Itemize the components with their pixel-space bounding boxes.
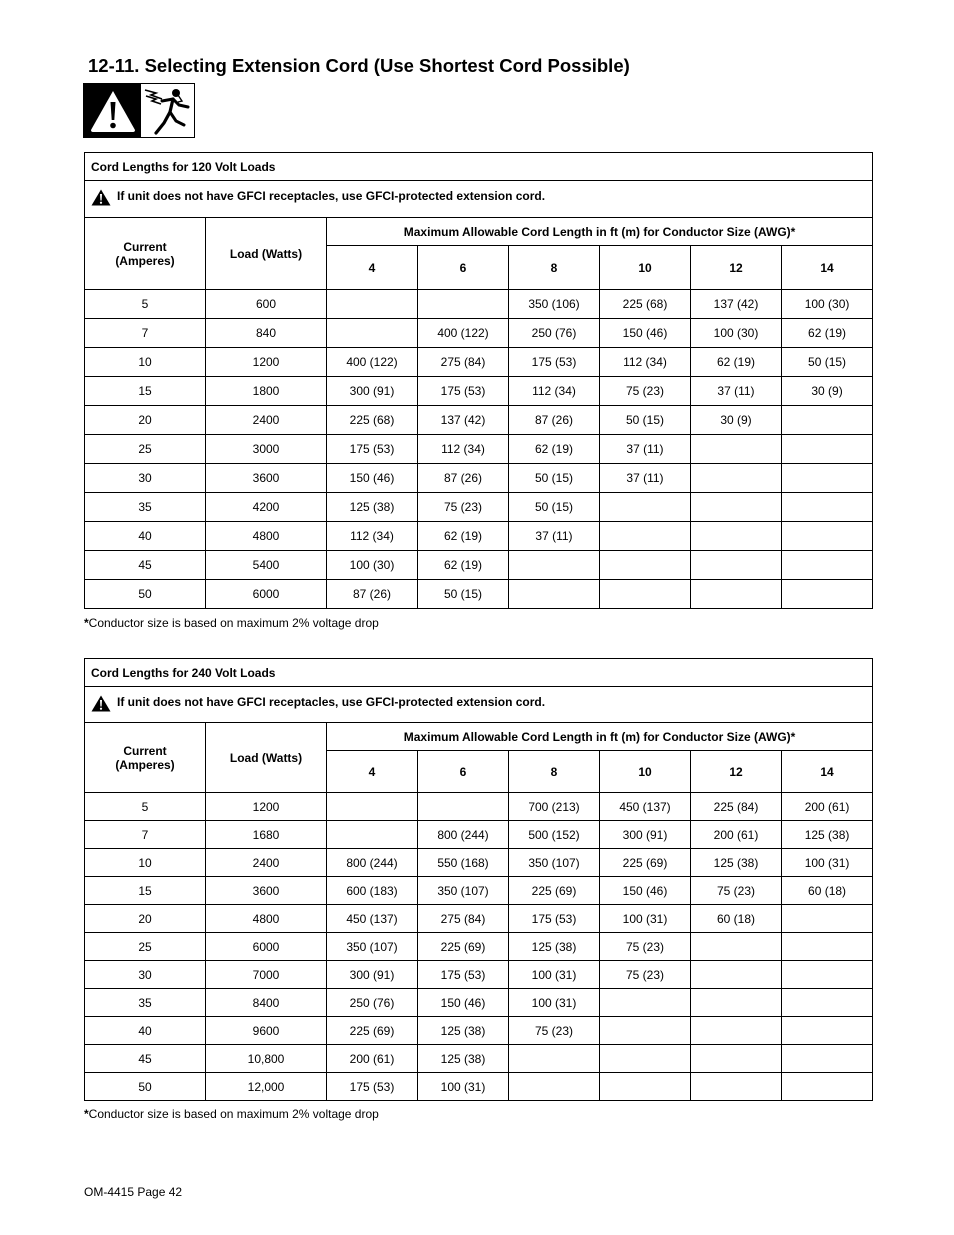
cell-load: 2400 xyxy=(206,406,327,435)
cell-cord-length: 175 (53) xyxy=(327,435,418,464)
cell-cord-length: 175 (53) xyxy=(418,377,509,406)
page-footer: OM-4415 Page 42 xyxy=(84,1185,183,1199)
cell-cord-length xyxy=(509,551,600,580)
cell-cord-length: 125 (38) xyxy=(327,493,418,522)
table-row xyxy=(85,989,873,1017)
cell-cord-length: 62 (19) xyxy=(691,348,782,377)
cell-cord-length: 800 (244) xyxy=(327,849,418,877)
cell-cord-length: 250 (76) xyxy=(509,319,600,348)
cell-cord-length xyxy=(691,551,782,580)
cell-cord-length: 275 (84) xyxy=(418,348,509,377)
cell-cord-length xyxy=(691,989,782,1017)
footnote-text: Conductor size is based on maximum 2% voltage drop xyxy=(88,616,379,630)
cell-cord-length: 300 (91) xyxy=(600,821,691,849)
column-header-current: Current (Amperes) xyxy=(85,218,206,290)
table-row xyxy=(85,1073,873,1101)
cell-cord-length: 75 (23) xyxy=(600,961,691,989)
cell-cord-length: 350 (106) xyxy=(509,290,600,319)
cell-load: 4800 xyxy=(206,522,327,551)
table-row xyxy=(85,905,873,933)
warning-triangle-icon xyxy=(91,695,111,715)
table-row xyxy=(85,580,873,609)
cell-current: 35 xyxy=(85,493,206,522)
table-row xyxy=(85,849,873,877)
electric-shock-icon xyxy=(141,84,194,137)
cell-cord-length: 200 (61) xyxy=(327,1045,418,1073)
cell-cord-length: 30 (9) xyxy=(782,377,873,406)
cell-load: 4800 xyxy=(206,905,327,933)
table-body xyxy=(85,153,873,609)
cell-cord-length: 500 (152) xyxy=(509,821,600,849)
gfci-warning xyxy=(85,181,873,218)
cell-current: 7 xyxy=(85,319,206,348)
cell-cord-length xyxy=(691,522,782,551)
cell-cord-length: 62 (19) xyxy=(418,522,509,551)
table-row xyxy=(85,290,873,319)
cell-current: 25 xyxy=(85,933,206,961)
cell-cord-length: 175 (53) xyxy=(509,348,600,377)
cell-current: 10 xyxy=(85,849,206,877)
cell-load: 1800 xyxy=(206,377,327,406)
column-header-awg: 14 xyxy=(782,751,873,793)
column-header-awg: 10 xyxy=(600,751,691,793)
cell-cord-length: 200 (61) xyxy=(691,821,782,849)
table-row xyxy=(85,493,873,522)
cell-cord-length: 100 (31) xyxy=(782,849,873,877)
gfci-warning-text: If unit does not have GFCI receptacles, use GFCI-protected extension cord. xyxy=(117,694,546,709)
cell-cord-length: 112 (34) xyxy=(327,522,418,551)
column-header-awg: 12 xyxy=(691,751,782,793)
table-row xyxy=(85,821,873,849)
cell-cord-length xyxy=(600,1073,691,1101)
cell-load: 6000 xyxy=(206,933,327,961)
cell-cord-length xyxy=(782,905,873,933)
table-row xyxy=(85,464,873,493)
cell-cord-length xyxy=(691,1045,782,1073)
cell-load: 3600 xyxy=(206,464,327,493)
cell-cord-length: 137 (42) xyxy=(691,290,782,319)
column-header-awg: 6 xyxy=(418,751,509,793)
cell-cord-length: 100 (31) xyxy=(600,905,691,933)
column-header-awg: 10 xyxy=(600,246,691,290)
cell-cord-length xyxy=(600,989,691,1017)
cell-cord-length: 450 (137) xyxy=(327,905,418,933)
cell-cord-length xyxy=(691,435,782,464)
cell-cord-length xyxy=(782,464,873,493)
cell-load: 2400 xyxy=(206,849,327,877)
cell-cord-length: 225 (69) xyxy=(600,849,691,877)
cell-cord-length: 175 (53) xyxy=(418,961,509,989)
cell-cord-length: 50 (15) xyxy=(509,464,600,493)
table-row xyxy=(85,319,873,348)
column-header-current: Current (Amperes) xyxy=(85,723,206,793)
cell-current: 50 xyxy=(85,580,206,609)
cell-cord-length: 125 (38) xyxy=(418,1017,509,1045)
footnote xyxy=(84,616,379,630)
cell-current: 50 xyxy=(85,1073,206,1101)
gfci-warning xyxy=(85,687,873,723)
column-header-awg: 4 xyxy=(327,751,418,793)
cell-cord-length xyxy=(691,464,782,493)
table-row xyxy=(85,793,873,821)
cell-cord-length: 75 (23) xyxy=(509,1017,600,1045)
cell-cord-length xyxy=(327,290,418,319)
cell-cord-length: 60 (18) xyxy=(782,877,873,905)
cell-current: 45 xyxy=(85,551,206,580)
table-row xyxy=(85,961,873,989)
cell-load: 12,000 xyxy=(206,1073,327,1101)
cord-table-120v xyxy=(84,152,873,609)
table-row xyxy=(85,877,873,905)
cell-current: 35 xyxy=(85,989,206,1017)
cell-current: 15 xyxy=(85,377,206,406)
table-row xyxy=(85,435,873,464)
cell-cord-length: 100 (31) xyxy=(418,1073,509,1101)
cell-load: 10,800 xyxy=(206,1045,327,1073)
column-group-header: Maximum Allowable Cord Length in ft (m) for Conductor Size (AWG)* xyxy=(327,723,873,751)
cell-cord-length: 62 (19) xyxy=(782,319,873,348)
cell-cord-length: 450 (137) xyxy=(600,793,691,821)
cell-load: 1200 xyxy=(206,348,327,377)
cell-cord-length xyxy=(782,406,873,435)
cell-cord-length xyxy=(782,522,873,551)
cell-cord-length: 50 (15) xyxy=(600,406,691,435)
cell-load: 3000 xyxy=(206,435,327,464)
cell-cord-length xyxy=(691,1017,782,1045)
cell-current: 25 xyxy=(85,435,206,464)
cell-cord-length: 225 (69) xyxy=(418,933,509,961)
cell-current: 7 xyxy=(85,821,206,849)
cell-load: 7000 xyxy=(206,961,327,989)
cell-cord-length: 175 (53) xyxy=(327,1073,418,1101)
cell-cord-length: 60 (18) xyxy=(691,905,782,933)
cell-cord-length: 350 (107) xyxy=(327,933,418,961)
table-row xyxy=(85,551,873,580)
cell-current: 20 xyxy=(85,406,206,435)
cell-cord-length xyxy=(782,1045,873,1073)
cell-cord-length xyxy=(600,522,691,551)
cell-cord-length xyxy=(691,933,782,961)
cell-cord-length: 350 (107) xyxy=(418,877,509,905)
cord-table-240v xyxy=(84,658,873,1101)
table-title: Cord Lengths for 120 Volt Loads xyxy=(85,153,873,181)
cell-current: 5 xyxy=(85,793,206,821)
section-title: 12-11. Selecting Extension Cord (Use Shortest Cord Possible) xyxy=(88,55,630,76)
cell-cord-length: 100 (30) xyxy=(691,319,782,348)
cell-cord-length xyxy=(691,493,782,522)
column-header-awg: 14 xyxy=(782,246,873,290)
cell-cord-length: 62 (19) xyxy=(509,435,600,464)
cell-cord-length xyxy=(782,1017,873,1045)
cell-cord-length: 30 (9) xyxy=(691,406,782,435)
cell-load: 4200 xyxy=(206,493,327,522)
gfci-warning-text: If unit does not have GFCI receptacles, use GFCI-protected extension cord. xyxy=(117,189,546,203)
cell-cord-length: 50 (15) xyxy=(418,580,509,609)
cell-cord-length xyxy=(782,961,873,989)
cell-cord-length xyxy=(782,435,873,464)
cell-cord-length: 600 (183) xyxy=(327,877,418,905)
cell-cord-length xyxy=(418,290,509,319)
cell-cord-length: 37 (11) xyxy=(509,522,600,551)
cell-cord-length: 87 (26) xyxy=(509,406,600,435)
cell-cord-length xyxy=(782,493,873,522)
cell-cord-length xyxy=(600,493,691,522)
cell-cord-length: 62 (19) xyxy=(418,551,509,580)
column-header-awg: 8 xyxy=(509,751,600,793)
cell-cord-length: 125 (38) xyxy=(782,821,873,849)
cell-cord-length: 400 (122) xyxy=(327,348,418,377)
cell-cord-length xyxy=(691,961,782,989)
footnote-text: Conductor size is based on maximum 2% voltage drop xyxy=(88,1107,379,1121)
cell-current: 20 xyxy=(85,905,206,933)
footnote xyxy=(84,1107,379,1121)
cell-cord-length: 75 (23) xyxy=(418,493,509,522)
table-title: Cord Lengths for 240 Volt Loads xyxy=(85,659,873,687)
cell-load: 840 xyxy=(206,319,327,348)
cell-cord-length xyxy=(600,1045,691,1073)
cell-cord-length xyxy=(691,1073,782,1101)
cell-current: 30 xyxy=(85,961,206,989)
cell-cord-length: 225 (69) xyxy=(327,1017,418,1045)
column-header-load: Load (Watts) xyxy=(206,218,327,290)
cell-cord-length: 125 (38) xyxy=(509,933,600,961)
table-row xyxy=(85,377,873,406)
cell-cord-length xyxy=(691,580,782,609)
cell-cord-length: 87 (26) xyxy=(418,464,509,493)
cell-current: 45 xyxy=(85,1045,206,1073)
cell-load: 9600 xyxy=(206,1017,327,1045)
cell-cord-length: 112 (34) xyxy=(600,348,691,377)
cell-cord-length: 112 (34) xyxy=(509,377,600,406)
hazard-symbols xyxy=(83,83,195,138)
table-row xyxy=(85,933,873,961)
cell-cord-length xyxy=(327,319,418,348)
cell-load: 8400 xyxy=(206,989,327,1017)
table-row xyxy=(85,522,873,551)
cell-cord-length: 150 (46) xyxy=(600,319,691,348)
cell-load: 6000 xyxy=(206,580,327,609)
column-group-header: Maximum Allowable Cord Length in ft (m) for Conductor Size (AWG)* xyxy=(327,218,873,246)
cell-load: 600 xyxy=(206,290,327,319)
cell-cord-length: 137 (42) xyxy=(418,406,509,435)
cell-cord-length xyxy=(782,933,873,961)
cell-cord-length xyxy=(327,793,418,821)
cell-cord-length: 300 (91) xyxy=(327,377,418,406)
cell-current: 30 xyxy=(85,464,206,493)
cell-cord-length: 75 (23) xyxy=(600,377,691,406)
cell-cord-length xyxy=(509,1073,600,1101)
cell-cord-length xyxy=(782,551,873,580)
table-row xyxy=(85,1017,873,1045)
cell-load: 1680 xyxy=(206,821,327,849)
cell-load: 1200 xyxy=(206,793,327,821)
cell-cord-length: 100 (31) xyxy=(509,989,600,1017)
cell-cord-length: 150 (46) xyxy=(600,877,691,905)
warning-triangle-icon xyxy=(84,84,141,137)
cell-current: 40 xyxy=(85,522,206,551)
column-header-awg: 8 xyxy=(509,246,600,290)
cell-current: 5 xyxy=(85,290,206,319)
footnote-star: * xyxy=(84,1107,89,1121)
cell-cord-length: 300 (91) xyxy=(327,961,418,989)
warning-triangle-icon xyxy=(91,189,111,209)
cell-cord-length: 250 (76) xyxy=(327,989,418,1017)
cell-cord-length: 350 (107) xyxy=(509,849,600,877)
cell-cord-length: 100 (30) xyxy=(327,551,418,580)
cell-cord-length xyxy=(600,551,691,580)
cell-cord-length: 75 (23) xyxy=(691,877,782,905)
cell-cord-length: 112 (34) xyxy=(418,435,509,464)
cell-cord-length: 50 (15) xyxy=(782,348,873,377)
cell-current: 40 xyxy=(85,1017,206,1045)
column-header-awg: 4 xyxy=(327,246,418,290)
cell-cord-length: 100 (30) xyxy=(782,290,873,319)
cell-cord-length: 400 (122) xyxy=(418,319,509,348)
cell-cord-length: 125 (38) xyxy=(691,849,782,877)
cell-current: 15 xyxy=(85,877,206,905)
cell-cord-length xyxy=(782,989,873,1017)
cell-cord-length: 100 (31) xyxy=(509,961,600,989)
cell-load: 5400 xyxy=(206,551,327,580)
cell-load: 3600 xyxy=(206,877,327,905)
cell-cord-length: 225 (84) xyxy=(691,793,782,821)
column-header-awg: 12 xyxy=(691,246,782,290)
cell-current: 10 xyxy=(85,348,206,377)
cell-cord-length: 87 (26) xyxy=(327,580,418,609)
cell-cord-length: 550 (168) xyxy=(418,849,509,877)
column-header-awg: 6 xyxy=(418,246,509,290)
table-row xyxy=(85,1045,873,1073)
cell-cord-length: 225 (69) xyxy=(509,877,600,905)
cell-cord-length: 225 (68) xyxy=(327,406,418,435)
table-body xyxy=(85,659,873,1101)
cell-cord-length xyxy=(509,580,600,609)
cell-cord-length: 37 (11) xyxy=(600,464,691,493)
cell-cord-length xyxy=(509,1045,600,1073)
cell-cord-length: 150 (46) xyxy=(327,464,418,493)
cell-cord-length xyxy=(782,580,873,609)
cell-cord-length: 50 (15) xyxy=(509,493,600,522)
cell-cord-length: 275 (84) xyxy=(418,905,509,933)
cell-cord-length: 800 (244) xyxy=(418,821,509,849)
cell-cord-length xyxy=(782,1073,873,1101)
cell-cord-length: 700 (213) xyxy=(509,793,600,821)
cell-cord-length: 175 (53) xyxy=(509,905,600,933)
cell-cord-length: 150 (46) xyxy=(418,989,509,1017)
table-row xyxy=(85,348,873,377)
cell-cord-length: 37 (11) xyxy=(691,377,782,406)
cell-cord-length: 225 (68) xyxy=(600,290,691,319)
footnote-star: * xyxy=(84,616,89,630)
cell-cord-length: 125 (38) xyxy=(418,1045,509,1073)
cell-cord-length xyxy=(600,580,691,609)
cell-cord-length xyxy=(600,1017,691,1045)
cell-cord-length: 200 (61) xyxy=(782,793,873,821)
table-row xyxy=(85,406,873,435)
column-header-load: Load (Watts) xyxy=(206,723,327,793)
cell-cord-length: 37 (11) xyxy=(600,435,691,464)
cell-cord-length xyxy=(418,793,509,821)
cell-cord-length: 75 (23) xyxy=(600,933,691,961)
cell-cord-length xyxy=(327,821,418,849)
